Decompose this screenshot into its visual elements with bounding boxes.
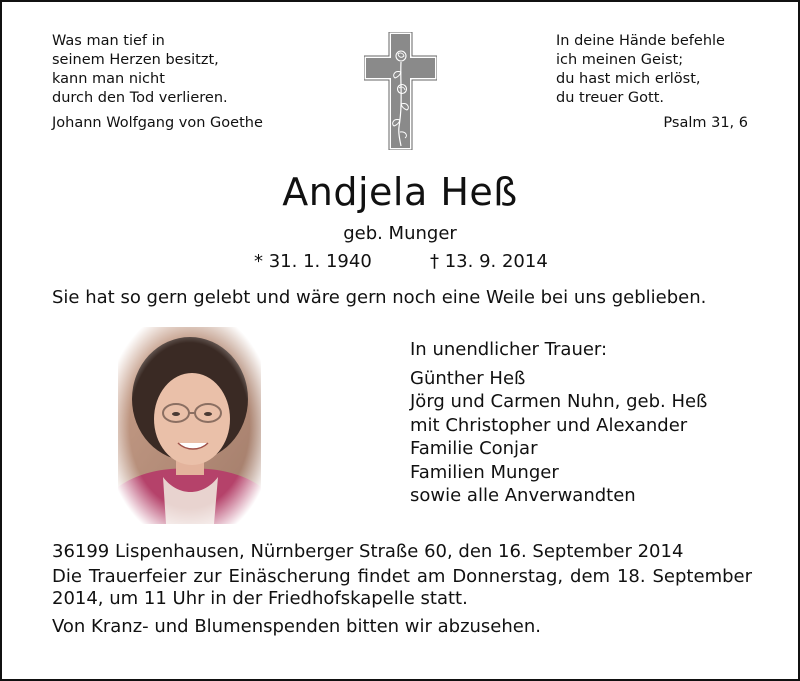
mourner-name: mit Christopher und Alexander <box>410 414 688 436</box>
quote-left-line: seinem Herzen besitzt, <box>52 52 219 68</box>
quote-left-line: durch den Tod verlieren. <box>52 90 228 106</box>
mourners-heading: In unendlicher Trauer: <box>410 339 608 360</box>
quote-right <box>556 32 748 133</box>
quote-left-line: kann man nicht <box>52 71 165 87</box>
motto-line: Sie hat so gern gelebt und wäre gern noch eine Weile bei uns geblieben. <box>52 287 707 308</box>
quote-right-line: du hast mich erlöst, <box>556 71 701 87</box>
quote-left-attribution: Johann Wolfgang von Goethe <box>52 115 263 131</box>
deceased-birth-name: geb. Munger <box>343 223 457 244</box>
quote-right-line: du treuer Gott. <box>556 90 665 106</box>
mourner-name: Günther Heß <box>410 367 526 389</box>
quote-right-line: In deine Hände befehle <box>556 33 725 49</box>
portrait-photo <box>118 327 261 524</box>
mourner-name: Familien Munger <box>410 461 559 483</box>
address-line: 36199 Lispenhausen, Nürnberger Straße 60, den 16. September 2014 <box>52 541 684 562</box>
mourner-name: Jörg und Carmen Nuhn, geb. Heß <box>410 391 708 412</box>
footer-block <box>52 541 752 638</box>
quote-left <box>52 32 263 133</box>
deceased-name: Andjela Heß <box>282 170 518 214</box>
quote-left-line: Was man tief in <box>52 33 165 49</box>
mourner-name: Familie Conjar <box>410 438 538 459</box>
ceremony-text: Die Trauerfeier zur Einäscherung findet am Donnerstag, dem 18. September 2014, um 11 Uhr in der Friedhofskapelle statt. <box>52 566 752 609</box>
cross-with-rose-icon <box>364 32 437 150</box>
quote-right-reference: Psalm 31, 6 <box>663 115 748 131</box>
death-date: † 13. 9. 2014 <box>430 251 548 272</box>
flowers-note: Von Kranz- und Blumenspenden bitten wir abzusehen. <box>52 616 541 637</box>
mourners-block <box>410 338 707 508</box>
mourner-name: sowie alle Anverwandten <box>410 485 636 506</box>
quote-right-line: ich meinen Geist; <box>556 52 684 68</box>
birth-date: * 31. 1. 1940 <box>254 251 372 272</box>
